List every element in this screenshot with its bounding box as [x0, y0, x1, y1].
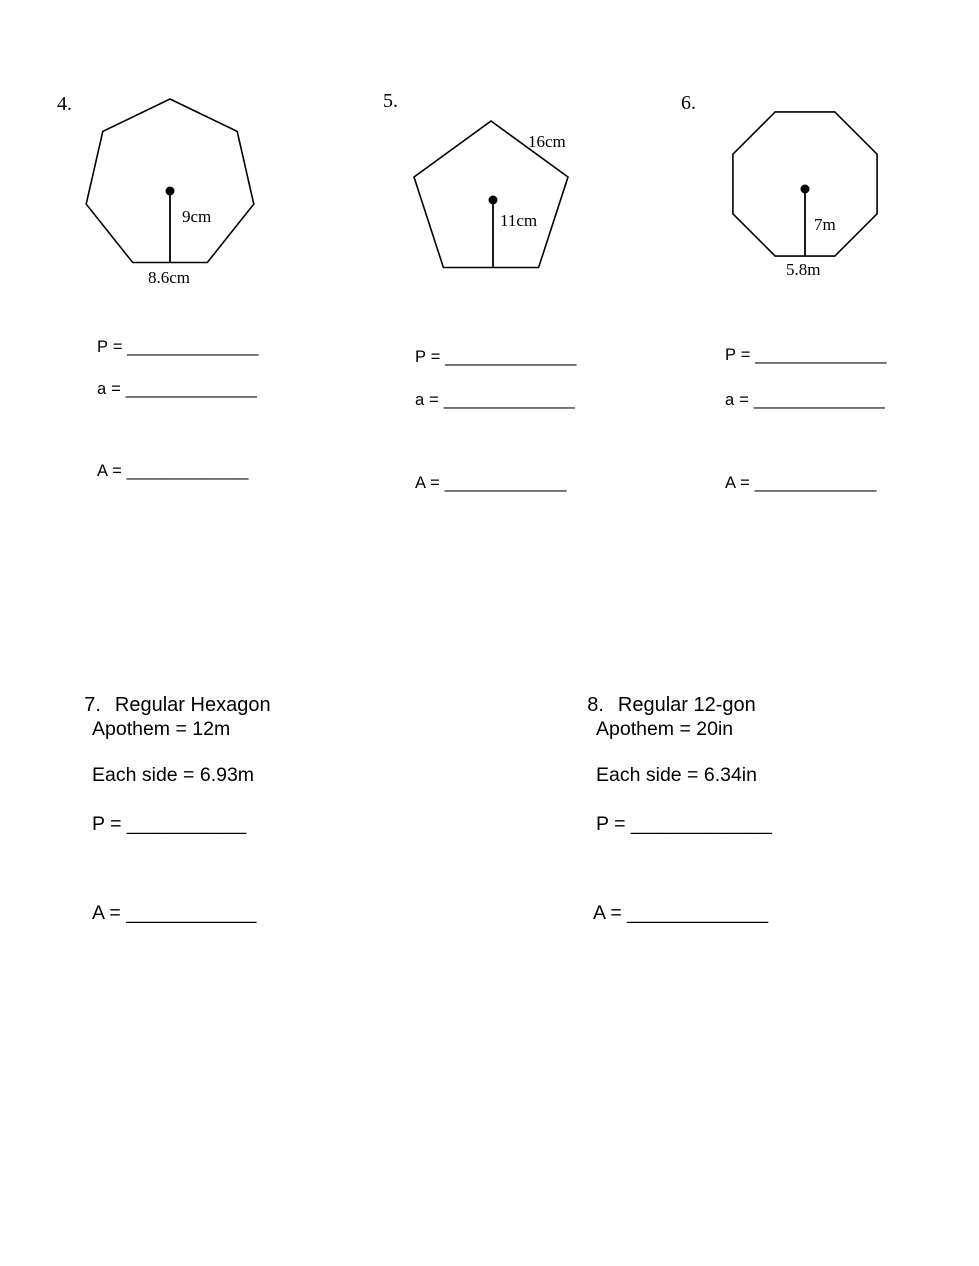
heptagon-center-dot	[166, 187, 175, 196]
heptagon-apothem-label: 9cm	[182, 207, 212, 226]
p8-area-blank: A = _____________	[593, 902, 769, 924]
octagon-apothem-label: 7m	[814, 215, 836, 234]
p5-perimeter-blank: P = ______________	[415, 348, 577, 366]
problem-8-number: 8.	[587, 694, 604, 716]
heptagon-side-label: 8.6cm	[148, 268, 191, 287]
p6-area-blank: A = _____________	[725, 474, 877, 492]
p4-apothem-blank: a = ______________	[97, 380, 258, 398]
problem-6-number: 6.	[681, 92, 696, 114]
p4-area-blank: A = _____________	[97, 462, 249, 480]
p7-perimeter-blank: P = ___________	[92, 813, 247, 835]
problem-4-number: 4.	[57, 93, 72, 115]
octagon-figure	[718, 103, 893, 268]
p5-area-blank: A = _____________	[415, 474, 567, 492]
octagon-center-dot	[801, 185, 810, 194]
problem-5-number: 5.	[383, 90, 398, 112]
p5-apothem-blank: a = ______________	[415, 391, 576, 409]
p8-perimeter-blank: P = _____________	[596, 813, 772, 835]
problem-7-number: 7.	[84, 694, 101, 716]
pentagon-side-label: 16cm	[528, 132, 566, 151]
p8-apothem-text: Apothem = 20in	[596, 718, 734, 740]
heptagon-figure	[60, 85, 290, 285]
p7-area-blank: A = ____________	[92, 902, 257, 924]
p7-side-text: Each side = 6.93m	[92, 764, 255, 786]
pentagon-apothem-label: 11cm	[500, 211, 538, 230]
p4-perimeter-blank: P = ______________	[97, 338, 259, 356]
pentagon-center-dot	[489, 196, 498, 205]
problem-7-title: Regular Hexagon	[114, 694, 271, 716]
p8-side-text: Each side = 6.34in	[596, 764, 757, 786]
problem-8-title: Regular 12-gon	[617, 694, 756, 716]
p6-perimeter-blank: P = ______________	[725, 346, 887, 364]
octagon-side-label: 5.8m	[786, 260, 821, 279]
p6-apothem-blank: a = ______________	[725, 391, 886, 409]
p7-apothem-text: Apothem = 12m	[92, 718, 231, 740]
